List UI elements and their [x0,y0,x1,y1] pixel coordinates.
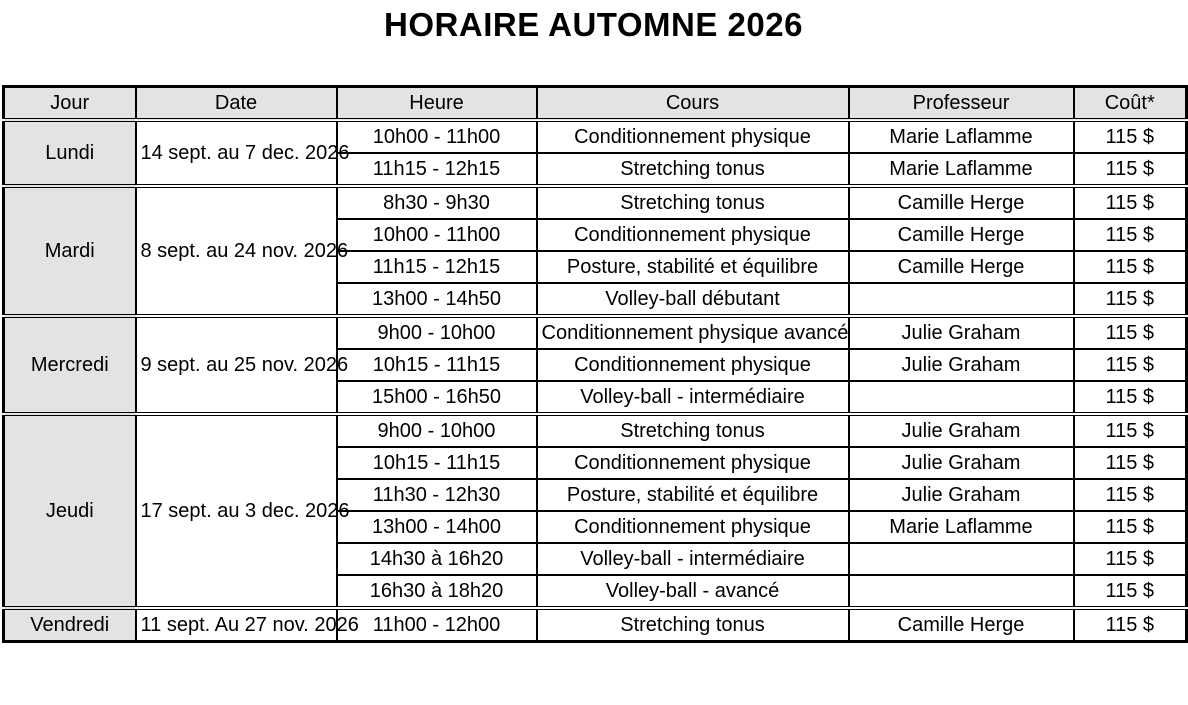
time-cell: 9h00 - 10h00 [337,316,537,349]
course-cell: Conditionnement physique [537,219,849,251]
cost-cell: 115 $ [1074,219,1187,251]
day-cell: Mardi [4,186,136,316]
course-cell: Volley-ball - intermédiaire [537,543,849,575]
time-cell: 13h00 - 14h50 [337,283,537,316]
teacher-cell: Camille Herge [849,251,1074,283]
course-cell: Stretching tonus [537,186,849,219]
table-row [4,414,1187,447]
time-cell: 9h00 - 10h00 [337,414,537,447]
cost-cell: 115 $ [1074,120,1187,153]
day-group-mardi [4,186,1187,316]
teacher-cell: Camille Herge [849,608,1074,642]
cost-cell: 115 $ [1074,447,1187,479]
day-cell: Mercredi [4,316,136,414]
cost-cell: 115 $ [1074,251,1187,283]
course-cell: Volley-ball - intermédiaire [537,381,849,414]
header-date: Date [136,87,337,121]
cost-cell: 115 $ [1074,608,1187,642]
time-cell: 10h15 - 11h15 [337,349,537,381]
time-cell: 15h00 - 16h50 [337,381,537,414]
day-group-jeudi [4,414,1187,608]
date-range-cell: 14 sept. au 7 dec. 2026 [136,120,337,186]
course-cell: Conditionnement physique [537,120,849,153]
teacher-cell [849,543,1074,575]
date-range-cell: 9 sept. au 25 nov. 2026 [136,316,337,414]
cost-cell: 115 $ [1074,186,1187,219]
table-row [4,608,1187,642]
day-cell: Jeudi [4,414,136,608]
header-jour: Jour [4,87,136,121]
teacher-cell: Julie Graham [849,447,1074,479]
table-row [4,316,1187,349]
cost-cell: 115 $ [1074,414,1187,447]
header-cout: Coût* [1074,87,1187,121]
header-row [4,87,1187,121]
schedule-table [2,85,1188,643]
teacher-cell: Marie Laflamme [849,120,1074,153]
cost-cell: 115 $ [1074,283,1187,316]
cost-cell: 115 $ [1074,543,1187,575]
time-cell: 11h00 - 12h00 [337,608,537,642]
time-cell: 16h30 à 18h20 [337,575,537,608]
time-cell: 14h30 à 16h20 [337,543,537,575]
cost-cell: 115 $ [1074,153,1187,186]
day-group-vendredi [4,608,1187,642]
teacher-cell: Julie Graham [849,316,1074,349]
header-cours: Cours [537,87,849,121]
time-cell: 10h15 - 11h15 [337,447,537,479]
course-cell: Posture, stabilité et équilibre [537,251,849,283]
table-row [4,120,1187,153]
date-range-cell: 17 sept. au 3 dec. 2026 [136,414,337,608]
teacher-cell: Julie Graham [849,414,1074,447]
course-cell: Volley-ball - avancé [537,575,849,608]
course-cell: Volley-ball débutant [537,283,849,316]
time-cell: 11h30 - 12h30 [337,479,537,511]
cost-cell: 115 $ [1074,511,1187,543]
course-cell: Conditionnement physique [537,511,849,543]
date-range-cell: 8 sept. au 24 nov. 2026 [136,186,337,316]
cost-cell: 115 $ [1074,575,1187,608]
teacher-cell: Camille Herge [849,186,1074,219]
day-cell: Lundi [4,120,136,186]
cost-cell: 115 $ [1074,316,1187,349]
table-header [4,87,1187,121]
day-group-mercredi [4,316,1187,414]
day-group-lundi [4,120,1187,186]
teacher-cell: Marie Laflamme [849,153,1074,186]
teacher-cell: Julie Graham [849,349,1074,381]
time-cell: 13h00 - 14h00 [337,511,537,543]
teacher-cell [849,575,1074,608]
header-professeur: Professeur [849,87,1074,121]
time-cell: 10h00 - 11h00 [337,120,537,153]
day-cell: Vendredi [4,608,136,642]
course-cell: Stretching tonus [537,153,849,186]
course-cell: Conditionnement physique [537,447,849,479]
course-cell: Posture, stabilité et équilibre [537,479,849,511]
cost-cell: 115 $ [1074,349,1187,381]
cost-cell: 115 $ [1074,381,1187,414]
course-cell: Conditionnement physique avancé [537,316,849,349]
teacher-cell: Julie Graham [849,479,1074,511]
page-title: HORAIRE AUTOMNE 2026 [384,6,803,43]
header-heure: Heure [337,87,537,121]
date-range-cell: 11 sept. Au 27 nov. 2026 [136,608,337,642]
teacher-cell [849,283,1074,316]
time-cell: 11h15 - 12h15 [337,251,537,283]
time-cell: 10h00 - 11h00 [337,219,537,251]
course-cell: Conditionnement physique [537,349,849,381]
teacher-cell [849,381,1074,414]
table-row [4,186,1187,219]
course-cell: Stretching tonus [537,414,849,447]
teacher-cell: Marie Laflamme [849,511,1074,543]
time-cell: 11h15 - 12h15 [337,153,537,186]
cost-cell: 115 $ [1074,479,1187,511]
time-cell: 8h30 - 9h30 [337,186,537,219]
course-cell: Stretching tonus [537,608,849,642]
teacher-cell: Camille Herge [849,219,1074,251]
